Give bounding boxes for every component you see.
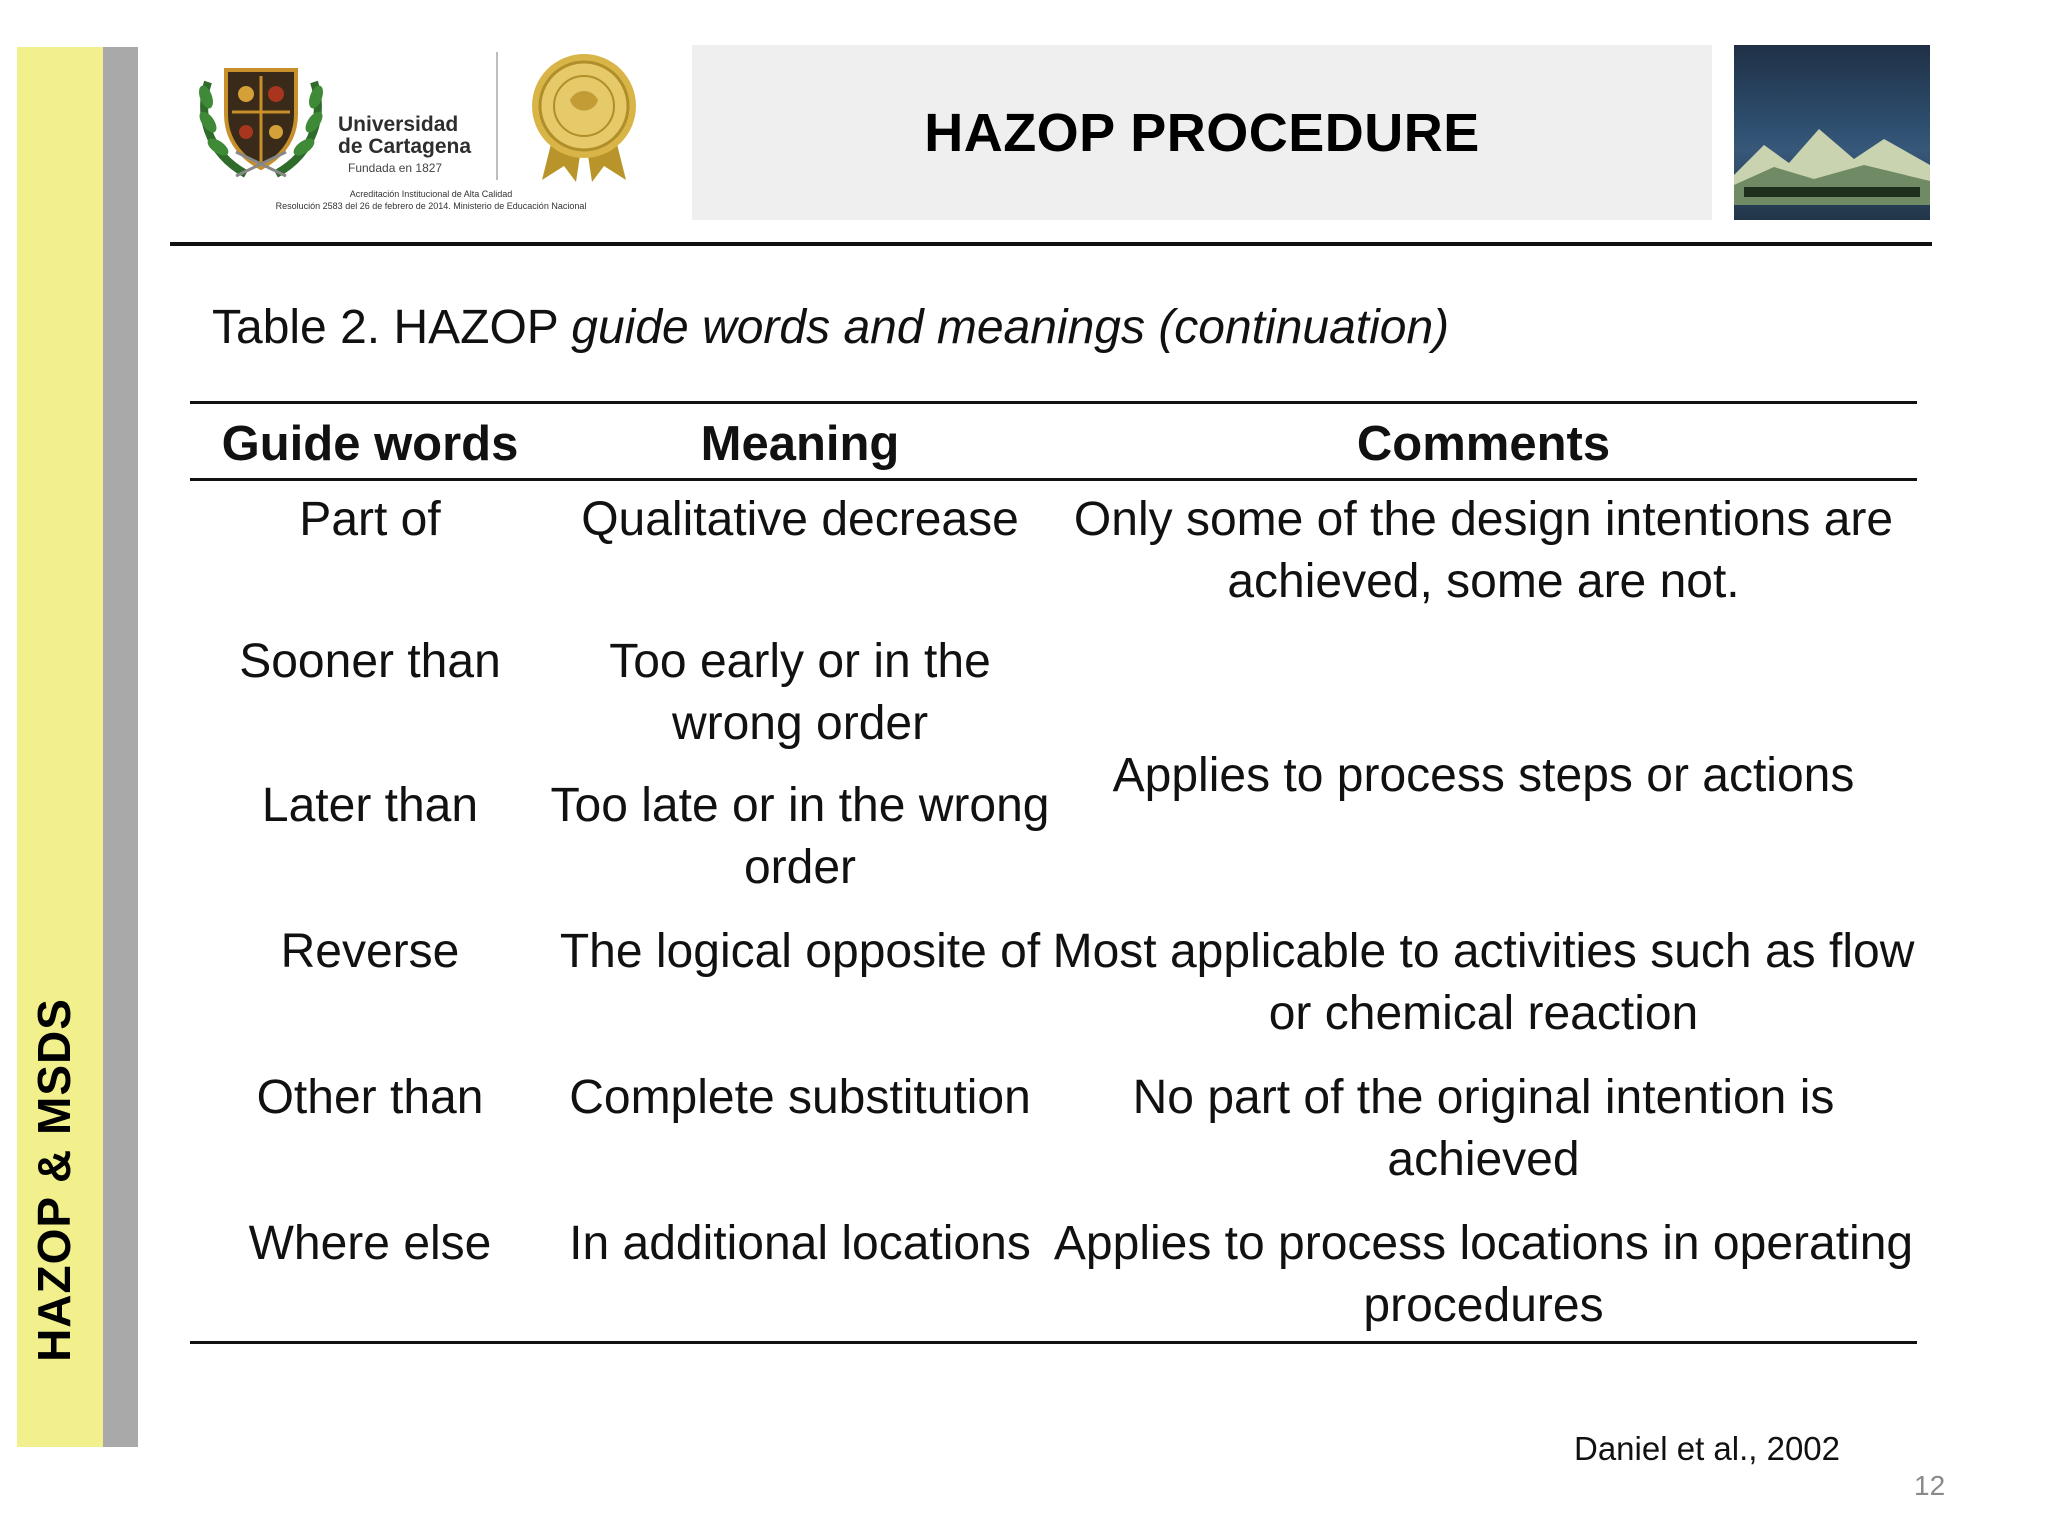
guide-word-cell: Where else — [190, 1213, 550, 1343]
table-row — [190, 921, 1917, 1067]
caption-italic: guide words and meanings (continuation) — [571, 301, 1450, 354]
quality-seal-icon — [524, 52, 644, 182]
guide-word-cell: Reverse — [280, 925, 460, 978]
university-name-line2: de Cartagena — [338, 135, 472, 158]
meaning-cell: Qualitative decrease — [581, 493, 1019, 546]
university-logo — [196, 52, 616, 224]
accreditation-text — [216, 188, 646, 212]
book-cover-image — [1734, 45, 1930, 220]
citation: Daniel et al., 2002 — [1574, 1430, 1841, 1467]
accreditation-line1: Acreditación Institucional de Alta Calidad — [349, 189, 513, 199]
comment-cell: Applies to process locations in operating procedures — [1050, 1213, 1917, 1343]
guide-word-cell: Other than — [256, 1071, 484, 1124]
header-comments: Comments — [1050, 403, 1917, 480]
meaning-cell: Too late or in the wrong order — [550, 779, 1050, 894]
comment-cell: No part of the original intention is achieved — [1132, 1071, 1835, 1186]
sidebar-gray-band — [103, 47, 138, 1447]
university-name — [338, 114, 471, 158]
book-cover-illustration — [1734, 115, 1930, 205]
comment-cell: Applies to process steps or actions — [1112, 749, 1855, 802]
title-box — [692, 45, 1712, 220]
table-row — [190, 480, 1917, 632]
crest-icon — [196, 52, 326, 182]
university-founded: Fundada en 1827 — [348, 161, 443, 175]
table-caption — [212, 300, 1449, 355]
accreditation-line2: Resolución 2583 del 26 de febrero de 2014. Ministerio de Educación Nacional — [275, 201, 587, 211]
header-guide-words: Guide words — [190, 403, 550, 480]
sidebar-label: HAZOP & MSDS — [28, 998, 80, 1362]
comment-cell: Only some of the design intentions are achieved, some are not. — [1073, 493, 1894, 608]
guide-word-cell: Part of — [299, 493, 441, 546]
meaning-cell: Complete substitution — [569, 1071, 1031, 1124]
page-number: 12 — [1914, 1470, 1946, 1501]
table-row — [190, 631, 1917, 775]
table-header-row — [190, 403, 1917, 480]
page-title: HAZOP PROCEDURE — [924, 102, 1480, 163]
guide-word-cell: Sooner than — [239, 635, 501, 688]
caption-prefix: Table 2. HAZOP — [212, 301, 572, 354]
meaning-cell: The logical opposite of — [559, 925, 1041, 978]
meaning-cell: In additional locations — [550, 1213, 1050, 1343]
table-row — [190, 1067, 1917, 1213]
table-row — [190, 1213, 1917, 1343]
university-name-line1: Universidad — [338, 113, 459, 136]
comment-cell: Most applicable to activities such as flow or chemical reaction — [1052, 925, 1915, 1040]
header-divider — [170, 242, 1932, 246]
meaning-cell: Too early or in the wrong order — [609, 635, 991, 750]
guide-words-table — [190, 401, 1917, 1344]
guide-word-cell: Later than — [261, 779, 479, 832]
header-meaning: Meaning — [550, 403, 1050, 480]
logo-divider — [496, 52, 498, 180]
